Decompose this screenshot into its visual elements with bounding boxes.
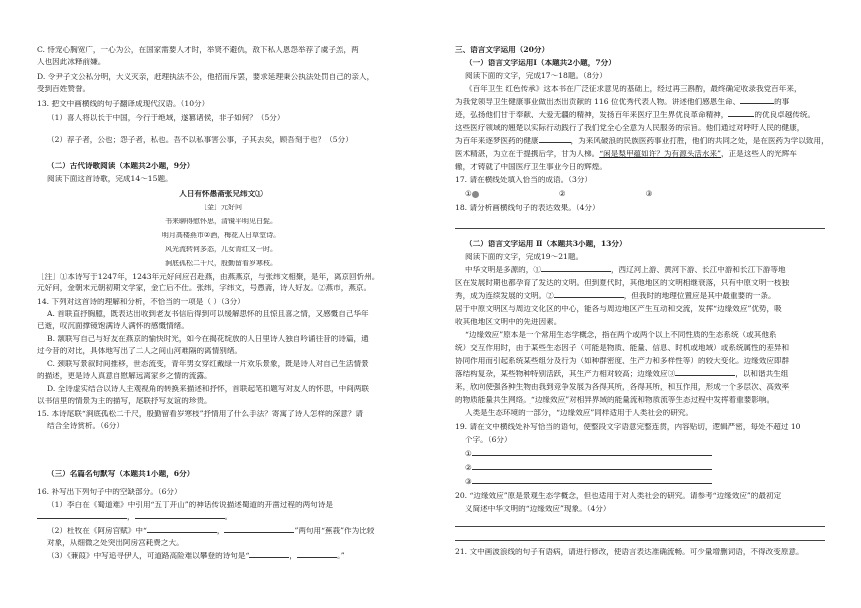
question-13: 13. 把文中画横线的句子翻译成现代汉语。（10分） xyxy=(37,100,210,108)
passage1-line7: 辙，才铸就了中国医疗卫生事业今日的辉煌。 xyxy=(455,163,607,171)
question-19-line2: 个字。（6分） xyxy=(465,436,512,444)
question-14-option-a-2: 已逝，叹沉面撑镜饱满诗人满怀的感慨情绪。 xyxy=(37,322,189,330)
section-poetry-heading: （二）古代诗歌阅读（本题共2小题，9分） xyxy=(47,162,195,170)
subsection-1-intro: 阅读下面的文字，完成17～18题。（8分） xyxy=(465,72,607,80)
poem-note-line2: 元好问，金朝末元朝初期文学家，金亡后不仕。张纬，字纬文，号愚斋，诗人好友。②燕市，燕京。 xyxy=(37,284,372,292)
question-14-option-d-2: 以书信里的情景为主的描写，尾联抒写友谊的珍贵。 xyxy=(37,397,212,405)
option-d-line1: D. 令尹子文公私分明，大义灭亲，赶理执法不公，他招而斥罢，要求延理秉公执法处罚自己的亲人， xyxy=(37,73,375,81)
question-19-line1: 19. 请在文中横线处补写恰当的语句，使整段文字语意完整连贯，内容贴切，逻辑严密，每处不超过 10 xyxy=(455,423,801,431)
passage1-line5: 为百年来逐梦医药的健康 ，为来风破浪的民族医药事业打胜，他们的共同之处，是在医药为学以致用， xyxy=(455,137,829,145)
passage2-line6: “边缘效应”原本是一个常用生态学概念，指在两个或两个以上不同性质的生态系统（或其他系 xyxy=(465,331,777,339)
question-15-line2: 结合全诗赏析。（6分） xyxy=(47,422,124,430)
question-14-option-d-1: D. 全诗虚实结合以诗人主观视角的转换来描述和抒怀，首联起笔扣题写对友人的怀思，中间两联 xyxy=(47,385,369,393)
passage2-line12: 人类是生态环境的一部分，“边缘效应”同样适用于人类社会的研究。 xyxy=(465,409,693,417)
question-19-answer-1: ① xyxy=(455,450,831,458)
subsection-1-heading: （一）语言文字运用Ⅰ（本题共2小题，7分） xyxy=(465,59,616,67)
subsection-2-heading: （二）语言文字运用 Ⅱ（本题共3小题，13分） xyxy=(465,240,627,248)
passage1-line2: 为我党领导卫生健康事业做出杰出贡献的 116 位优秀代表人物。讲述他们感恩生命、 的事 xyxy=(455,98,790,106)
question-18: 18. 请分析画横线句子的表达效果。（4分） xyxy=(455,204,600,212)
question-14-option-c-1: C. 颈联写景叙时间推移，世态流变，青年男女穿红戴绿一片欢乐景象，既是诗人对自己生活情景 xyxy=(47,360,369,368)
poem-note-line1: ［注］①本诗写于1247年，1243年元好问应召赴燕，由燕燕京，与张纬文相聚，是年，离京回忻州。 xyxy=(37,273,380,281)
passage2-line8: 协同作用而引起系统某些组分及行为（如种群密度、生产力和多样性等）的较大变化。边缘效应即群 xyxy=(455,357,790,365)
passage2-line7: 统）交互作用时，由于某些生态因子（可能是物质、能量、信息、时机或地域）或系统属性的差异和 xyxy=(455,344,790,352)
question-16-part2-line2: 对象，从细微之处突出阿房宫耗费之大。 xyxy=(47,539,184,547)
question-17-answers: ① ② ③ xyxy=(465,190,653,198)
question-13-part2: （2）荐子者，公也；怨子者，私也。吾不以私事害公事，子其去矣，顾吾刻于也？（5分） xyxy=(47,136,353,144)
passage2-line10: 来，欣向使强各种生物由我到竞争发展为各得其所，各得其所，和互作用，形成一个多层次、高效率 xyxy=(455,383,790,391)
poem-line-1: 书来聊得慰怀思，清镜平明见白髭。 xyxy=(165,218,277,225)
question-14: 14. 下列对这首诗的理解和分析，不恰当的一项是（ ）（3分） xyxy=(37,298,245,306)
answer-line xyxy=(455,526,825,527)
question-14-option-b-1: B. 颔联写自己与好友在燕京的愉快时光，如今在揭花绽放的人日里诗人独自吟诵往昔的诗篇，通 xyxy=(47,335,369,343)
subsection-2-intro: 阅读下面的文字，完成19～21题。 xyxy=(465,253,584,261)
poem-author: ［金］元好问 xyxy=(200,204,242,211)
passage2-line3: 秀，成为连续发展的文明。② ，但我时的地理位置应是其中最重要的一条。 xyxy=(455,292,776,300)
passage2-line5: 收其他地区文明中的先进因素。 xyxy=(455,318,562,326)
question-16-part2: （2）杜牧在《阿房宫赋》中“ ， ”两句用“蕉莪”作为比较 xyxy=(47,527,375,535)
answer-line xyxy=(455,228,825,229)
passage2-line2: 区在发展时期也都孕育了发达的文明。但到夏代时，其他地区的文明相继衰落，只有中原文明一枝独 xyxy=(455,279,790,287)
poem-line-3: 风光流转何多态，儿女青红又一时。 xyxy=(165,246,277,253)
section-poetry-intro: 阅读下面这首诗歌，完成14～15题。 xyxy=(47,175,173,183)
poem-line-4: 涧底孤松二千尺，殷勤留看岁寒枝。 xyxy=(165,260,277,267)
poem-line-2: 明月高楼燕市②酒，梅花人日草堂诗。 xyxy=(161,232,281,239)
passage2-line9: 落结构复杂，某些物种特别活跃，其生产力相对较高；边缘效应③ ，以和谐共生组 xyxy=(455,370,789,378)
poem-title: 人日有怀愚斋张兄纬文① xyxy=(179,190,263,198)
question-17: 17. 请在横线处填入恰当的成语。（3分） xyxy=(455,176,593,184)
question-16-part1: （1）李白在《蜀道难》中引用“五丁开山”的神话传说描述蜀道的开凿过程的两句诗是 xyxy=(47,501,333,509)
answer-marker-icon xyxy=(472,191,479,198)
option-d-line2: 受到百姓赞誉。 xyxy=(37,85,91,93)
passage2-line11: 的物质能量共生网络。“边缘效应”对相异界域的能量流和物质流等生态过程中发挥着重要影响。 xyxy=(455,396,775,404)
passage1-line6: 医术精湛，为立在于提携后学，甘为人梯。“闲是梨甲蕴如许？为有源头活水来”，正是这些人的光辉车 xyxy=(455,150,797,158)
question-14-option-c-2: 的描述，更是诗人真意自慰解远离家乡之情的流露。 xyxy=(37,372,212,380)
question-20-line2: 义简述中华文明的“边缘效应”现象。（4分） xyxy=(465,505,611,513)
question-20-line1: 20. “边缘效应”原是景观生态学概念，但也适用于对人类社会的研究。请参考“边缘效应”的最初定 xyxy=(455,492,782,500)
section-language-heading: 三、语言文字运用（20分） xyxy=(455,46,550,54)
passage1-line3: 迹，弘扬他们甘于奉献、大爱无疆的精神，发扬百年来医疗卫生界优良革命精神， 的优良卓越传统。 xyxy=(455,111,816,119)
question-14-option-b-2: 过今昔的对比，具体地写出了二人之间山河难隔的离情别绪。 xyxy=(37,347,243,355)
question-16-part3: （3）《蒹葭》中写追寻伊人，可道路高险难以攀登的诗句是“ ， 。” xyxy=(47,552,345,560)
section-recitation-heading: （三）名篇名句默写（本题共1小题，6分） xyxy=(47,470,195,478)
passage2-line1: 中华文明是多源的，① ，西辽河上游、黄河下游、长江中游和长江下游等地 xyxy=(465,266,786,274)
question-16: 16. 补写出下列句子中的空缺部分。（6分） xyxy=(37,488,182,496)
passage1-line4: 这些医疗领域的翘楚以实际行动践行了我们党全心全意为人民服务的宗旨。他们通过对呼吁人民的健康， xyxy=(455,124,805,132)
option-c-line1: C. 恃宠心胸宽广，一心为公，在国家需要人才时，举贤不避仇，敌下私人恩怨举荐了虞子羔，两 xyxy=(37,46,359,54)
underlined-sentence: “闲是梨甲蕴如许？为有源头活水来” xyxy=(599,150,721,158)
question-13-part1: （1）喜人将以长于中国，今行于绝域，遂篡诸侯，非子如何？（5分） xyxy=(47,114,285,122)
question-16-part1-blanks: ， 。 xyxy=(37,513,405,521)
question-14-option-a-1: A. 首联直抒胸臆，既表达出收到老友书信后得到可以缓解思怀的且惊且喜之情，又感慨自己华年 xyxy=(47,310,369,318)
passage2-line4: 居于中原文明区与周边文化区的中心，能各与周边地区产生互动和交流，发挥“边缘效应”优势，吸 xyxy=(455,305,782,313)
answer-line xyxy=(455,540,825,541)
question-19-answer-3: ③ xyxy=(455,478,831,486)
question-19-answer-2: ② xyxy=(455,464,831,472)
question-21: 21. 文中画波浪线的句子有语病，请进行修改，使语言表达准确流畅。可少量增删词语，不得改变原意。 xyxy=(455,548,804,556)
option-c-line2: 人也因此冰释前嫌。 xyxy=(37,58,106,66)
question-15-line1: 15. 本诗尾联“涧底孤松二千尺，殷勤留看岁寒枝”抒情用了什么手法？寄寓了诗人怎样的深意？请 xyxy=(37,410,363,418)
passage1-line1: 《百年卫生 红色传承》这本书在广泛征求意见的基础上，经过再三斟酌，最终确定收录我党百年来， xyxy=(465,85,802,93)
